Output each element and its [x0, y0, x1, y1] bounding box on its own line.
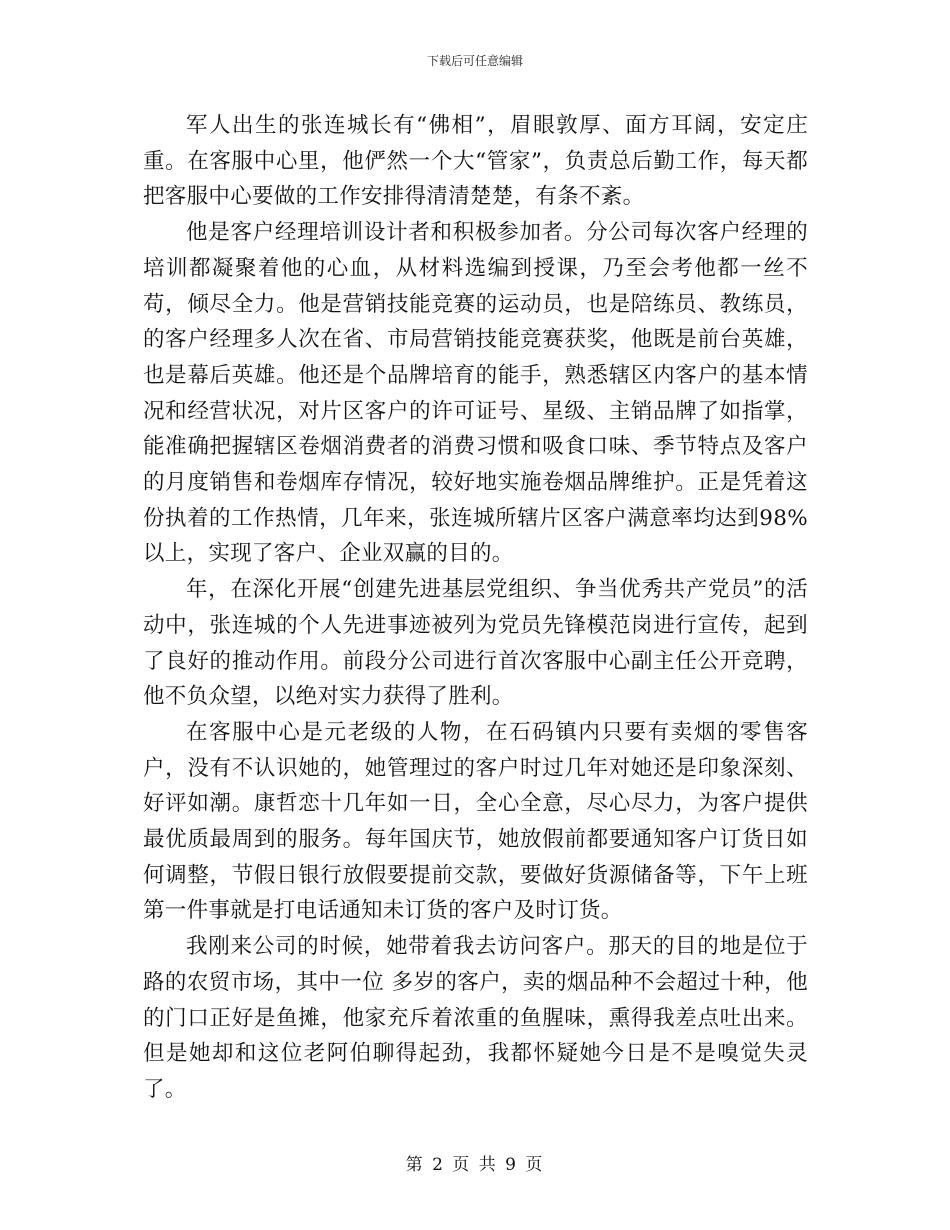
paragraph-5: 我刚来公司的时候，她带着我去访问客户。那天的目的地是位于路的农贸市场，其中一位 多岁的客户，卖的烟品种不会超过十种，他的门口正好是鱼摊，他家充斥着浓重的鱼腥味，熏得我差点吐出来。但是她却和这位老阿伯聊得起劲，我都怀疑她今日是不是嗅觉失灵了。	[143, 934, 808, 1102]
paragraph-3: 年，在深化开展“创建先进基层党组织、争当优秀共产党员”的活动中，张连城的个人先进事迹被列为党员先锋模范岗进行宣传，起到了良好的推动作用。前段分公司进行首次客服中心副主任公开竞聘，他不负众望，以绝对实力获得了胜利。	[143, 577, 808, 710]
page-number-footer: 第 2 页 共 9 页	[405, 1155, 545, 1175]
page-header: 下载后可任意编辑	[426, 54, 523, 68]
paragraph-1: 军人出生的张连城长有“佛相”，眉眼敦厚、面方耳阔，安定庄重。在客服中心里，他俨然一个大“管家”，负责总后勤工作，每天都把客服中心要做的工作安排得清清楚楚，有条不紊。	[143, 113, 808, 210]
document-body	[143, 108, 808, 1108]
paragraph-4: 在客服中心是元老级的人物，在石码镇内只要有卖烟的零售客户，没有不认识她的，她管理过的客户时过几年对她还是印象深刻、好评如潮。康哲恋十几年如一日，全心全意，尽心尽力，为客户提供最优质最周到的服务。每年国庆节，她放假前都要通知客户订货日如何调整，节假日银行放假要提前交款，要做好货源储备等，下午上班第一件事就是打电话通知未订货的客户及时订货。	[143, 719, 808, 924]
paragraph-2: 他是客户经理培训设计者和积极参加者。分公司每次客户经理的培训都凝聚着他的心血，从材料选编到授课，乃至会考他都一丝不苟，倾尽全力。他是营销技能竞赛的运动员，也是陪练员、教练员，的客户经理多人次在省、市局营销技能竞赛获奖，他既是前台英雄，也是幕后英雄。他还是个品牌培育的能手，熟悉辖区内客户的基本情况和经营状况，对片区客户的许可证号、星级、主销品牌了如指掌，能准确把握辖区卷烟消费者的消费习惯和吸食口味、季节特点及客户的月度销售和卷烟库存情况，较好地实施卷烟品牌维护。正是凭着这份执着的工作热情，几年来，张连城所辖片区客户满意率均达到98%以上，实现了客户、企业双赢的目的。	[143, 220, 808, 567]
